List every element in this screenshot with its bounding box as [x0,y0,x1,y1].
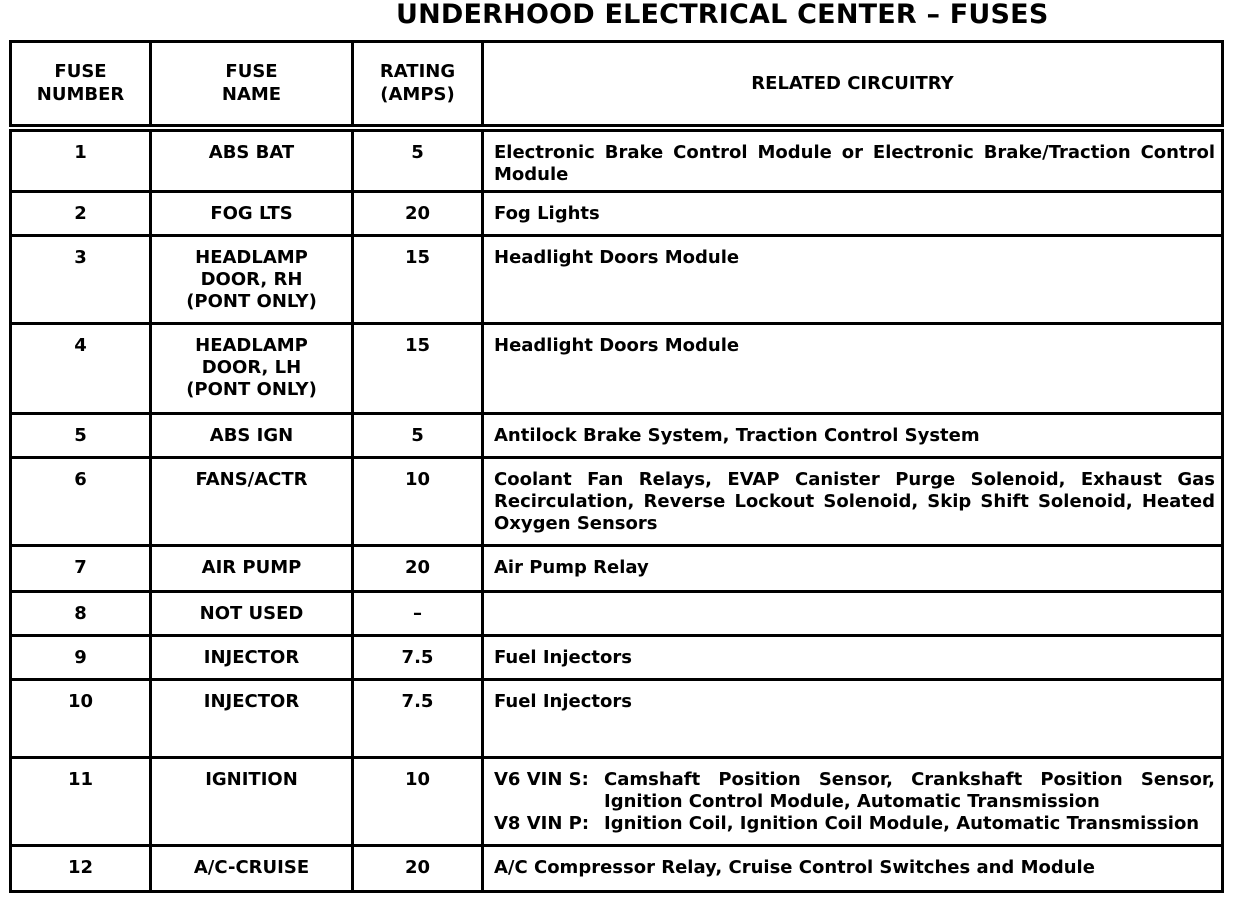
fuse-name: AIR PUMP [151,546,353,592]
table-row [11,414,1223,458]
related-circuitry: Fuel Injectors [483,636,1223,680]
table-row [11,458,1223,546]
fuse-number: 9 [11,636,151,680]
fuse-name: HEADLAMP DOOR, LH (PONT ONLY) [151,324,353,414]
fuse-rating: 5 [353,128,483,192]
table-row [11,324,1223,414]
vin-circuitry: Camshaft Position Sensor, Crankshaft Position Sensor, Ignition Control Module, Automatic Transmission [604,769,1215,812]
vin-label: V8 VIN P: [494,813,590,834]
related-circuitry: Fuel Injectors [483,680,1223,758]
vin-entry [494,769,1215,813]
fuse-rating: 5 [353,414,483,458]
header-fuse-number: FUSE NUMBER [11,42,151,128]
fuse-number: 11 [11,758,151,846]
fuse-number: 3 [11,236,151,324]
table-row [11,758,1223,846]
fuse-rating: 20 [353,546,483,592]
fuse-rating: 20 [353,846,483,892]
vin-circuitry: Ignition Coil, Ignition Coil Module, Automatic Transmission [604,813,1200,834]
fuse-number: 1 [11,128,151,192]
related-circuitry: Headlight Doors Module [483,236,1223,324]
header-rating: RATING (AMPS) [353,42,483,128]
related-circuitry: Air Pump Relay [483,546,1223,592]
fuse-number: 4 [11,324,151,414]
fuse-name: FANS/ACTR [151,458,353,546]
fuse-rating: 15 [353,324,483,414]
table-row [11,546,1223,592]
table-row [11,236,1223,324]
fuse-name: NOT USED [151,592,353,636]
fuse-number: 7 [11,546,151,592]
fuse-number: 5 [11,414,151,458]
header-row [11,42,1223,128]
table-row [11,680,1223,758]
table-row [11,636,1223,680]
fuse-name: ABS BAT [151,128,353,192]
table-row [11,592,1223,636]
fuse-number: 8 [11,592,151,636]
fuse-rating: 7.5 [353,636,483,680]
fuse-name: INJECTOR [151,680,353,758]
fuse-rating: – [353,592,483,636]
header-related-circuitry: RELATED CIRCUITRY [483,42,1223,128]
table-row [11,128,1223,192]
related-circuitry: A/C Compressor Relay, Cruise Control Switches and Module [483,846,1223,892]
related-circuitry: Fog Lights [483,192,1223,236]
fuse-number: 6 [11,458,151,546]
fuse-name: INJECTOR [151,636,353,680]
related-circuitry: Antilock Brake System, Traction Control System [483,414,1223,458]
vin-label: V6 VIN S: [494,769,589,790]
page-title: UNDERHOOD ELECTRICAL CENTER – FUSES [396,0,1049,30]
related-circuitry: Headlight Doors Module [483,324,1223,414]
table-row [11,192,1223,236]
table-row [11,846,1223,892]
fuse-rating: 15 [353,236,483,324]
related-circuitry [483,592,1223,636]
fuse-name: IGNITION [151,758,353,846]
header-fuse-name: FUSE NAME [151,42,353,128]
fuse-number: 12 [11,846,151,892]
vin-entry [494,813,1215,835]
fuse-name: ABS IGN [151,414,353,458]
fuse-name: HEADLAMP DOOR, RH (PONT ONLY) [151,236,353,324]
fuse-number: 10 [11,680,151,758]
fuse-number: 2 [11,192,151,236]
fuse-rating: 7.5 [353,680,483,758]
fuse-rating: 10 [353,758,483,846]
fuse-table [9,40,1224,893]
fuse-rating: 20 [353,192,483,236]
related-circuitry: Electronic Brake Control Module or Electronic Brake/Traction Control Module [483,128,1223,192]
related-circuitry [483,758,1223,846]
fuse-rating: 10 [353,458,483,546]
related-circuitry: Coolant Fan Relays, EVAP Canister Purge Solenoid, Exhaust Gas Recirculation, Reverse Lockout Solenoid, Skip Shift Solenoid, Heated Oxygen Sensors [483,458,1223,546]
fuse-name: A/C-CRUISE [151,846,353,892]
fuse-name: FOG LTS [151,192,353,236]
